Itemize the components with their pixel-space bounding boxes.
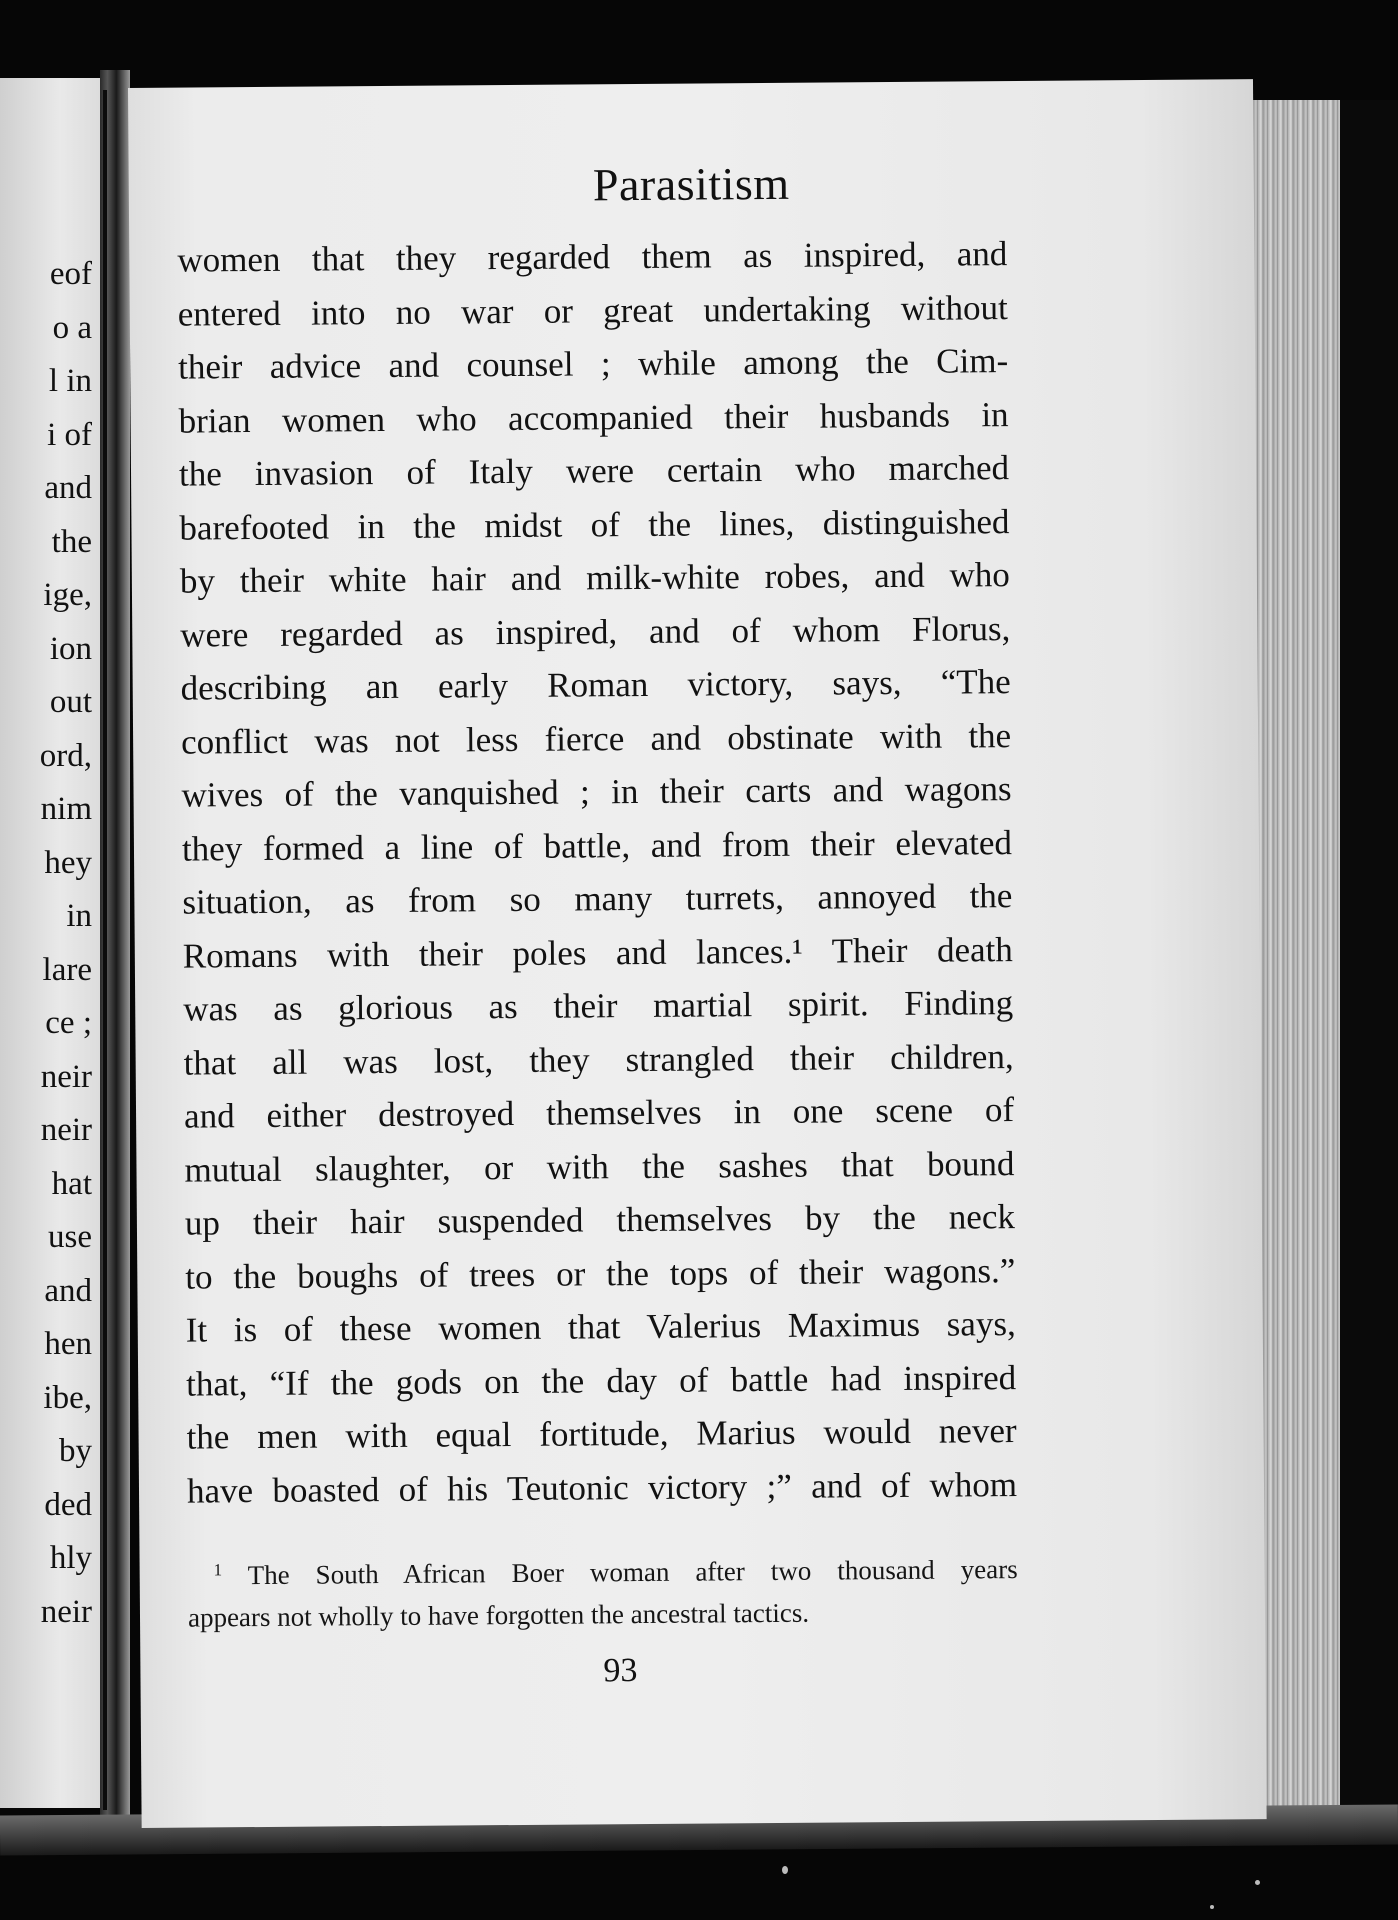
left-page-line: neir — [40, 1112, 92, 1148]
footnote — [187, 1543, 1018, 1639]
left-page-line: ord, — [39, 737, 92, 774]
left-page-line: o a — [52, 309, 92, 346]
text-line: that all was lost, they strangled their children, — [183, 1036, 1014, 1083]
left-page-line: neir — [40, 1593, 92, 1630]
book-page — [128, 79, 1267, 1828]
footnote-line-2: appears not wholly to have forgotten the ancestral tactics. — [187, 1597, 810, 1633]
text-line: Romans with their poles and lances.¹ Their death — [182, 929, 1013, 976]
footnote-line-1-text: The South African Boer woman after two thousand years — [247, 1554, 1018, 1591]
background-right — [1340, 100, 1398, 1830]
left-page-line: hey — [44, 844, 92, 881]
footnote-marker: 1 — [213, 1560, 223, 1580]
left-page-line: ce ; — [45, 1005, 92, 1041]
dust-speck — [782, 1866, 788, 1874]
dust-speck — [1255, 1880, 1260, 1885]
left-page-line: eof — [49, 256, 92, 292]
page-number: 93 — [603, 1652, 638, 1690]
left-page-line: use — [48, 1219, 92, 1255]
left-page-line: lare — [42, 951, 92, 988]
text-line: were regarded as inspired, and of whom Florus, — [180, 608, 1011, 655]
left-page-line: hat — [51, 1165, 92, 1202]
text-line: up their hair suspended themselves by the neck — [184, 1197, 1016, 1243]
text-line: barefooted in the midst of the lines, distinguished — [179, 501, 1010, 548]
text-line: was as glorious as their martial spirit. Finding — [183, 983, 1014, 1029]
left-page-line: ibe, — [43, 1379, 92, 1416]
text-line: It is of these women that Valerius Maximus says, — [185, 1304, 1016, 1350]
text-line: conflict was not less fierce and obstinate with the — [180, 715, 1012, 762]
text-line: brian women who accompanied their husbands in — [178, 394, 1009, 441]
body-text — [177, 227, 1017, 1517]
running-head: Parasitism — [592, 157, 790, 211]
left-facing-page — [0, 78, 100, 1808]
dust-speck — [1210, 1905, 1214, 1909]
text-line: they formed a line of battle, and from their elevated — [181, 822, 1013, 869]
text-line: situation, as from so many turrets, annoyed the — [182, 876, 1013, 922]
text-line: entered into no war or great undertaking without — [177, 287, 1008, 334]
gutter-shadow-line — [103, 90, 107, 1810]
left-page-line: out — [49, 684, 92, 720]
text-line: the invasion of Italy were certain who marched — [178, 448, 1010, 494]
left-page-line-endings — [40, 248, 92, 1639]
left-page-line: by — [59, 1433, 92, 1469]
text-line: and either destroyed themselves in one scene of — [183, 1090, 1015, 1136]
left-page-line: the — [51, 523, 92, 560]
text-line: the men with equal fortitude, Marius would never — [186, 1411, 1017, 1457]
left-page-line: l in — [48, 363, 92, 399]
left-page-line: i of — [47, 416, 92, 453]
text-line: mutual slaughter, or with the sashes that bound — [184, 1143, 1015, 1190]
text-line: by their white hair and milk-white robes, and who — [179, 555, 1011, 601]
left-page-line: ion — [49, 630, 92, 667]
left-page-line: and — [44, 470, 92, 506]
left-page-line: hly — [49, 1540, 92, 1576]
text-line: have boasted of his Teutonic victory ;” and of whom — [186, 1464, 1018, 1511]
text-line: wives of the vanquished ; in their carts and wagons — [181, 769, 1012, 815]
left-page-line: and — [44, 1272, 92, 1309]
left-page-line: hen — [44, 1326, 92, 1362]
left-page-line: nim — [40, 791, 92, 827]
text-line: describing an early Roman victory, says, “The — [180, 662, 1011, 708]
left-page-line: in — [66, 898, 92, 934]
left-page-line: ded — [44, 1486, 92, 1523]
text-line: that, “If the gods on the day of battle had inspired — [186, 1357, 1017, 1404]
text-line: their advice and counsel ; while among the Cim- — [178, 341, 1009, 387]
text-line: women that they regarded them as inspired, and — [177, 234, 1008, 280]
left-page-line: neir — [40, 1058, 92, 1095]
footnote-line-1 — [187, 1543, 1017, 1597]
text-line: to the boughs of trees or the tops of their wagons.” — [185, 1250, 1016, 1297]
left-page-line: ige, — [43, 577, 92, 613]
